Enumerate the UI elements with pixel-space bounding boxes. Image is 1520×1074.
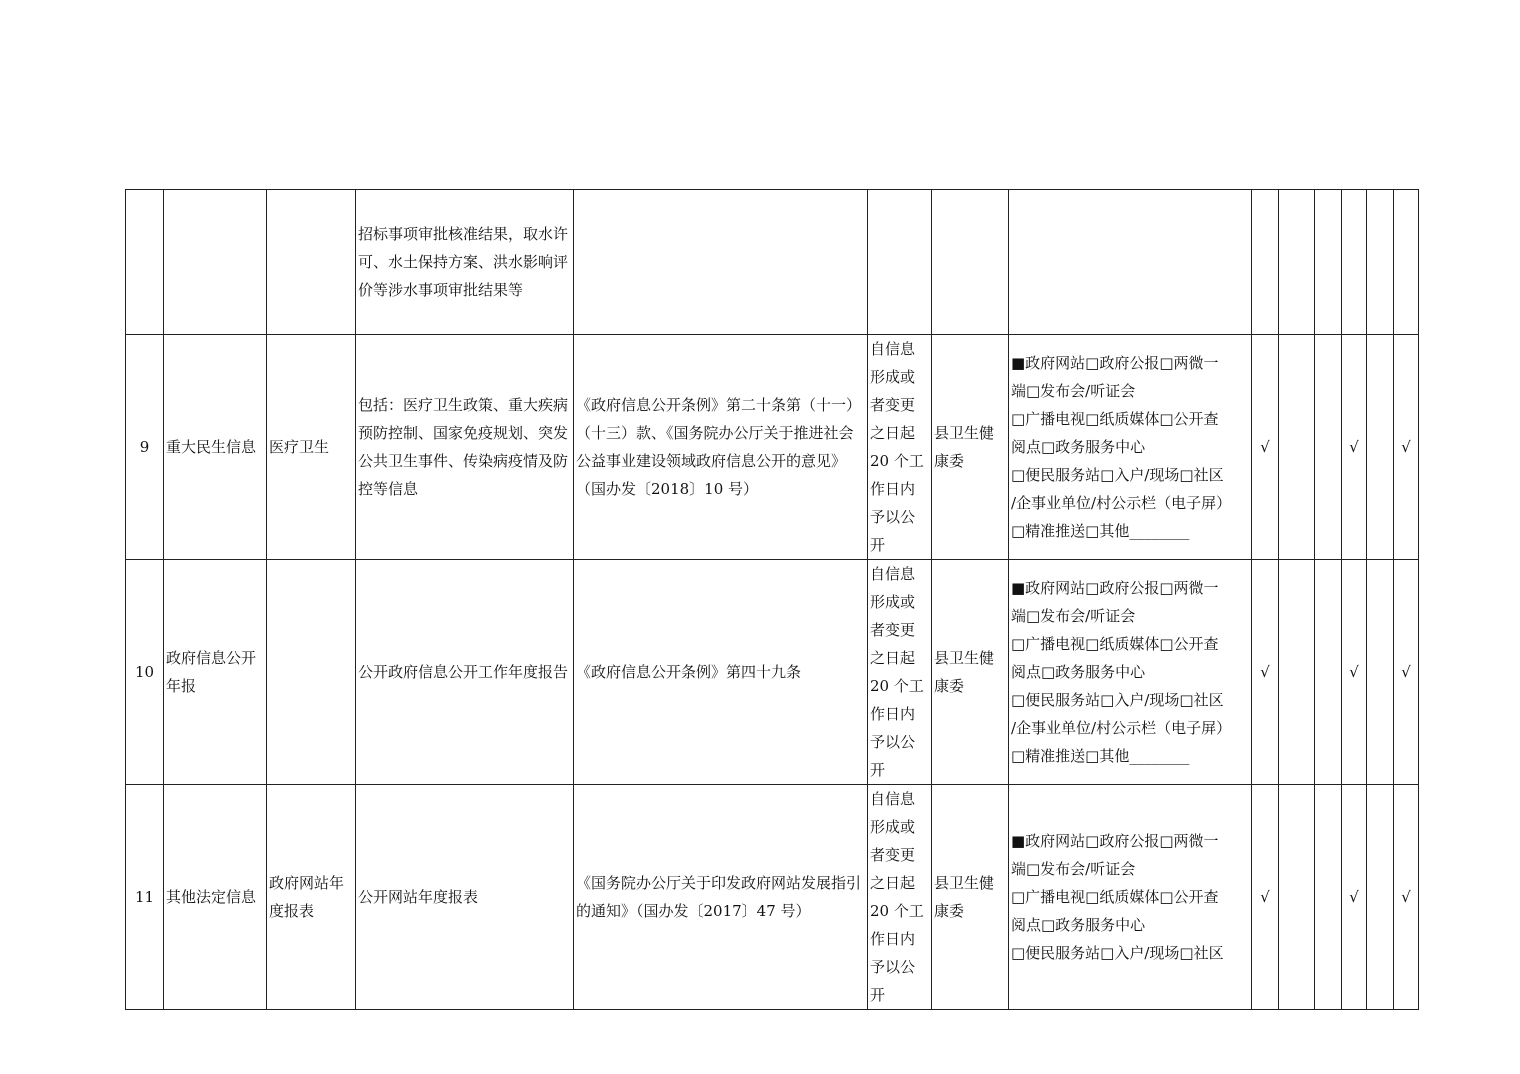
basis-cell: 《国务院办公厅关于印发政府网站发展指引的通知》（国办发〔2017〕47 号） <box>574 785 868 1010</box>
table-body <box>126 190 1419 1010</box>
channel-line: /企事业单位/村公示栏（电子屏） <box>1011 719 1232 737</box>
channel-line: □广播电视□纸质媒体□公开查 <box>1011 888 1219 906</box>
check-mark-cell <box>1367 785 1394 1010</box>
category-cell: 政府信息公开年报 <box>164 560 267 785</box>
category-cell: 重大民生信息 <box>164 335 267 560</box>
subcategory-cell: 医疗卫生 <box>267 335 356 560</box>
check-mark-cell: √ <box>1342 785 1367 1010</box>
content-cell: 招标事项审批核准结果，取水许可、水土保持方案、洪水影响评价等涉水事项审批结果等 <box>356 190 574 335</box>
check-mark-cell: √ <box>1252 335 1279 560</box>
check-mark-cell <box>1279 190 1315 335</box>
basis-cell: 《政府信息公开条例》第二十条第（十一）（十三）款、《国务院办公厅关于推进社会公益事业建设领域政府信息公开的意见》（国办发〔2018〕10 号） <box>574 335 868 560</box>
check-mark-cell <box>1342 190 1367 335</box>
channel-line: □广播电视□纸质媒体□公开查 <box>1011 635 1219 653</box>
content-cell: 公开网站年度报表 <box>356 785 574 1010</box>
table-row <box>126 335 1419 560</box>
check-mark-cell: √ <box>1342 560 1367 785</box>
channel-line: 阅点□政务服务中心 <box>1011 916 1146 934</box>
table-row <box>126 560 1419 785</box>
check-mark-cell <box>1315 785 1342 1010</box>
time-limit-cell: 自信息形成或者变更之日起 20 个工作日内予以公开 <box>868 560 932 785</box>
check-mark-cell <box>1315 190 1342 335</box>
check-mark-cell <box>1279 560 1315 785</box>
channel-line: □精准推送□其他________ <box>1011 747 1190 765</box>
check-mark-cell: √ <box>1252 560 1279 785</box>
check-mark-cell: √ <box>1252 785 1279 1010</box>
check-mark-cell <box>1367 335 1394 560</box>
channel-line: ■政府网站□政府公报□两微一 <box>1011 832 1219 850</box>
channel-line: 端□发布会/听证会 <box>1011 607 1136 625</box>
channel-line: ■政府网站□政府公报□两微一 <box>1011 579 1219 597</box>
channel-line: □便民服务站□入户/现场□社区 <box>1011 691 1224 709</box>
channel-line: ■政府网站□政府公报□两微一 <box>1011 354 1219 372</box>
table-row <box>126 190 1419 335</box>
subcategory-cell <box>267 190 356 335</box>
row-index-cell: 10 <box>126 560 164 785</box>
check-mark-cell <box>1252 190 1279 335</box>
check-mark-cell <box>1279 785 1315 1010</box>
channels-cell <box>1009 190 1252 335</box>
row-index-cell <box>126 190 164 335</box>
agency-cell: 县卫生健康委 <box>932 560 1009 785</box>
channel-line: 阅点□政务服务中心 <box>1011 663 1146 681</box>
channel-line: 端□发布会/听证会 <box>1011 382 1136 400</box>
category-cell: 其他法定信息 <box>164 785 267 1010</box>
check-mark-cell: √ <box>1394 785 1419 1010</box>
time-limit-cell: 自信息形成或者变更之日起 20 个工作日内予以公开 <box>868 335 932 560</box>
check-mark-cell: √ <box>1342 335 1367 560</box>
content-cell: 公开政府信息公开工作年度报告 <box>356 560 574 785</box>
subcategory-cell: 政府网站年度报表 <box>267 785 356 1010</box>
channel-line: □广播电视□纸质媒体□公开查 <box>1011 410 1219 428</box>
category-cell <box>164 190 267 335</box>
channel-line: □便民服务站□入户/现场□社区 <box>1011 466 1224 484</box>
check-mark-cell <box>1394 190 1419 335</box>
check-mark-cell: √ <box>1394 335 1419 560</box>
time-limit-cell <box>868 190 932 335</box>
channels-cell <box>1009 785 1252 1010</box>
row-index-cell: 9 <box>126 335 164 560</box>
channel-line: /企事业单位/村公示栏（电子屏） <box>1011 494 1232 512</box>
check-mark-cell <box>1279 335 1315 560</box>
check-mark-cell <box>1367 560 1394 785</box>
basis-cell: 《政府信息公开条例》第四十九条 <box>574 560 868 785</box>
subcategory-cell <box>267 560 356 785</box>
channel-line: □精准推送□其他________ <box>1011 522 1190 540</box>
agency-cell: 县卫生健康委 <box>932 335 1009 560</box>
content-cell: 包括：医疗卫生政策、重大疾病预防控制、国家免疫规划、突发公共卫生事件、传染病疫情及防控等信息 <box>356 335 574 560</box>
check-mark-cell <box>1367 190 1394 335</box>
check-mark-cell <box>1315 335 1342 560</box>
disclosure-table <box>125 189 1419 1010</box>
agency-cell: 县卫生健康委 <box>932 785 1009 1010</box>
channel-line: 端□发布会/听证会 <box>1011 860 1136 878</box>
basis-cell <box>574 190 868 335</box>
channels-cell <box>1009 335 1252 560</box>
check-mark-cell: √ <box>1394 560 1419 785</box>
table-row <box>126 785 1419 1010</box>
row-index-cell: 11 <box>126 785 164 1010</box>
agency-cell <box>932 190 1009 335</box>
channel-line: 阅点□政务服务中心 <box>1011 438 1146 456</box>
channel-line: □便民服务站□入户/现场□社区 <box>1011 944 1224 962</box>
check-mark-cell <box>1315 560 1342 785</box>
time-limit-cell: 自信息形成或者变更之日起 20 个工作日内予以公开 <box>868 785 932 1010</box>
channels-cell <box>1009 560 1252 785</box>
